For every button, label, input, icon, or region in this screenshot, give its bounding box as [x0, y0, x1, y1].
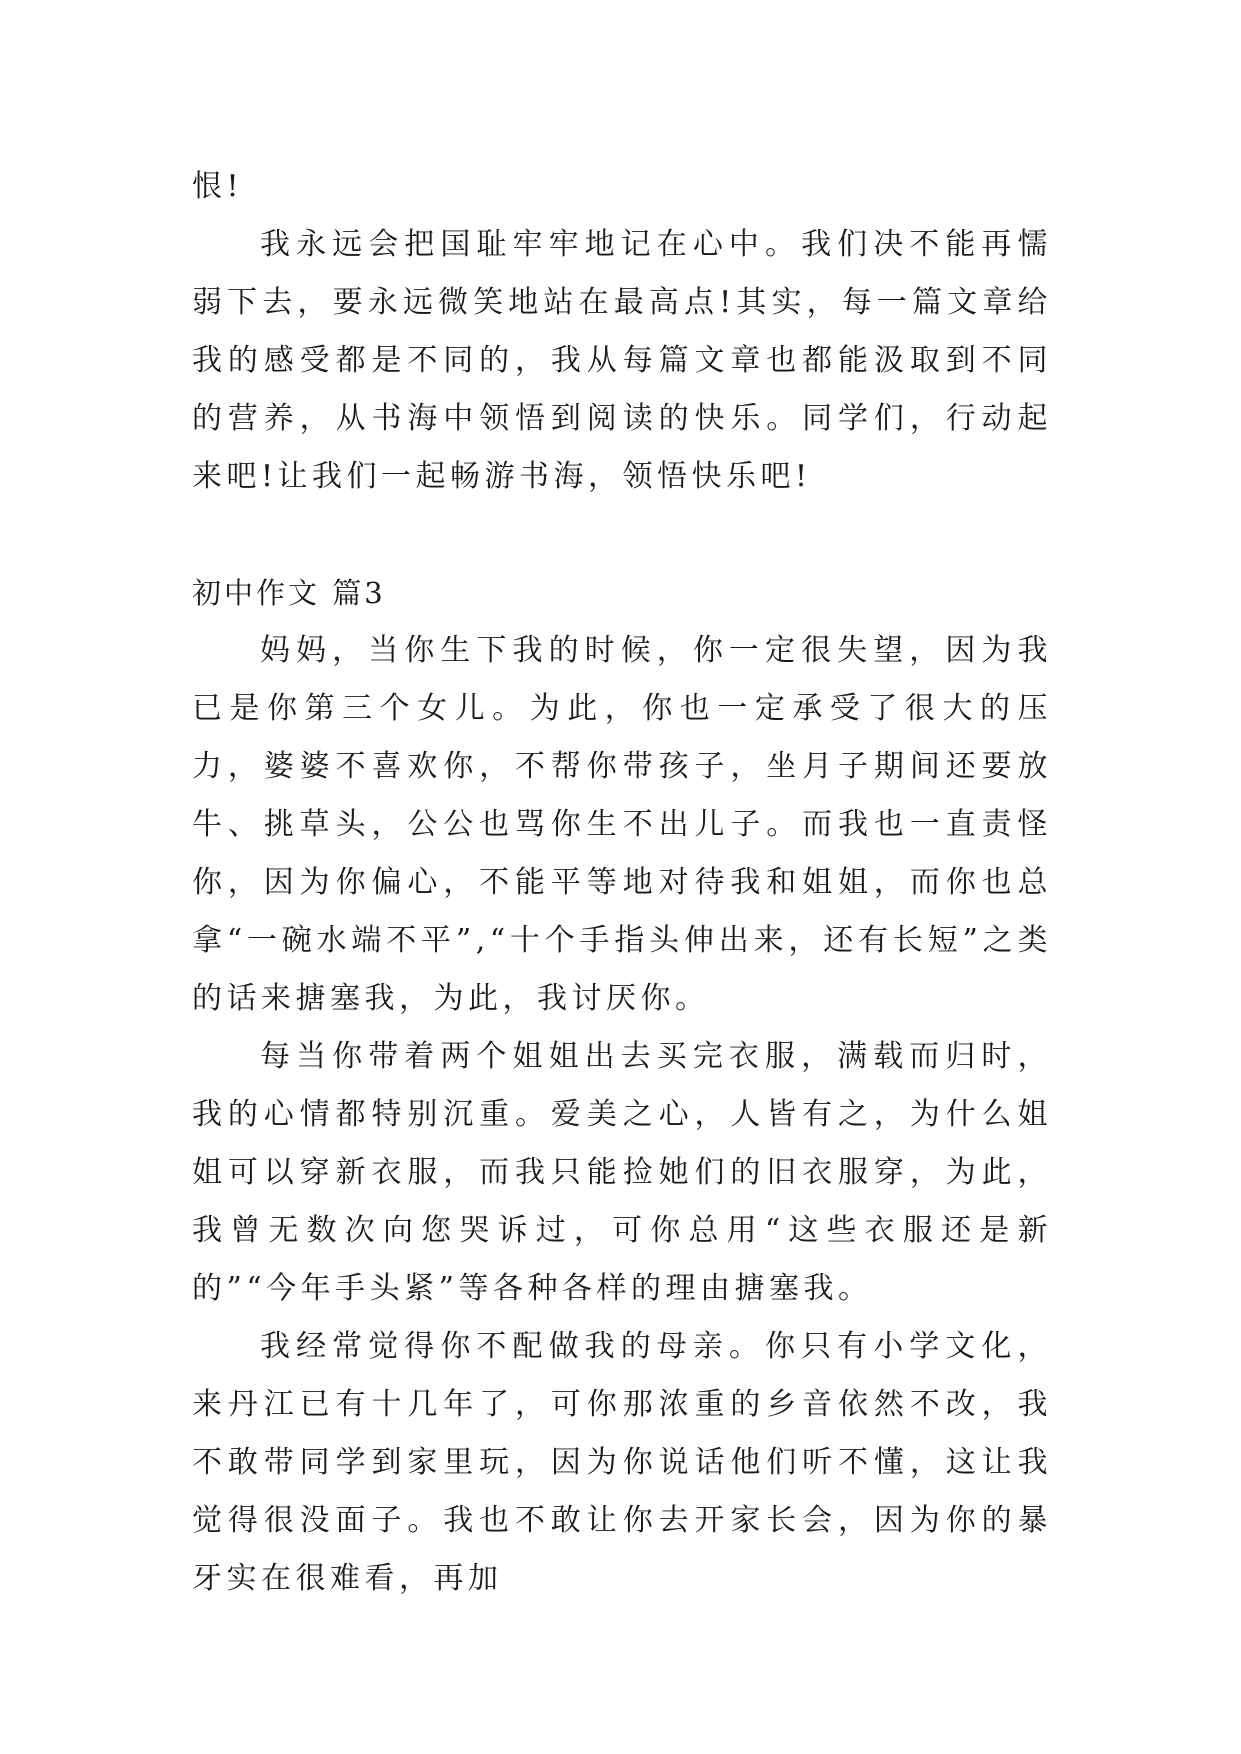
- section-spacer: [192, 506, 1052, 564]
- paragraph-continuation: 恨!: [192, 169, 244, 204]
- paragraph: 妈妈，当你生下我的时候，你一定很失望，因为我已是你第三个女儿。为此，你也一定承受了很大的压力，婆婆不喜欢你，不帮你带孩子，坐月子期间还要放牛、挑草头，公公也骂你生不出儿子。而我也一直责怪你，因为你偏心，不能平等地对待我和姐姐，而你也总拿“一碗水端不平”,“十个手指头伸出来，还有长短”之类的话来搪塞我，为此，我讨厌你。: [192, 633, 1052, 1016]
- paragraph: 我永远会把国耻牢牢地记在心中。我们决不能再懦弱下去，要永远微笑地站在最高点!其实，每一篇文章给我的感受都是不同的，我从每篇文章也都能汲取到不同的营养，从书海中领悟到阅读的快乐。同学们，行动起来吧!让我们一起畅游书海，领悟快乐吧!: [192, 227, 1052, 494]
- section-heading: 初中作文 篇3: [192, 576, 386, 610]
- paragraph: 我经常觉得你不配做我的母亲。你只有小学文化，来丹江已有十几年了，可你那浓重的乡音依然不改，我不敢带同学到家里玩，因为你说话他们听不懂，这让我觉得很没面子。我也不敢让你去开家长会，因为你的暴牙实在很难看，再加: [192, 1329, 1052, 1596]
- paragraph: 每当你带着两个姐姐出去买完衣服，满载而归时，我的心情都特别沉重。爱美之心，人皆有之，为什么姐姐可以穿新衣服，而我只能捡她们的旧衣服穿，为此，我曾无数次向您哭诉过，可你总用“这些衣服还是新的”“今年手头紧”等各种各样的理由搪塞我。: [192, 1039, 1052, 1306]
- document-page: [192, 158, 1052, 1608]
